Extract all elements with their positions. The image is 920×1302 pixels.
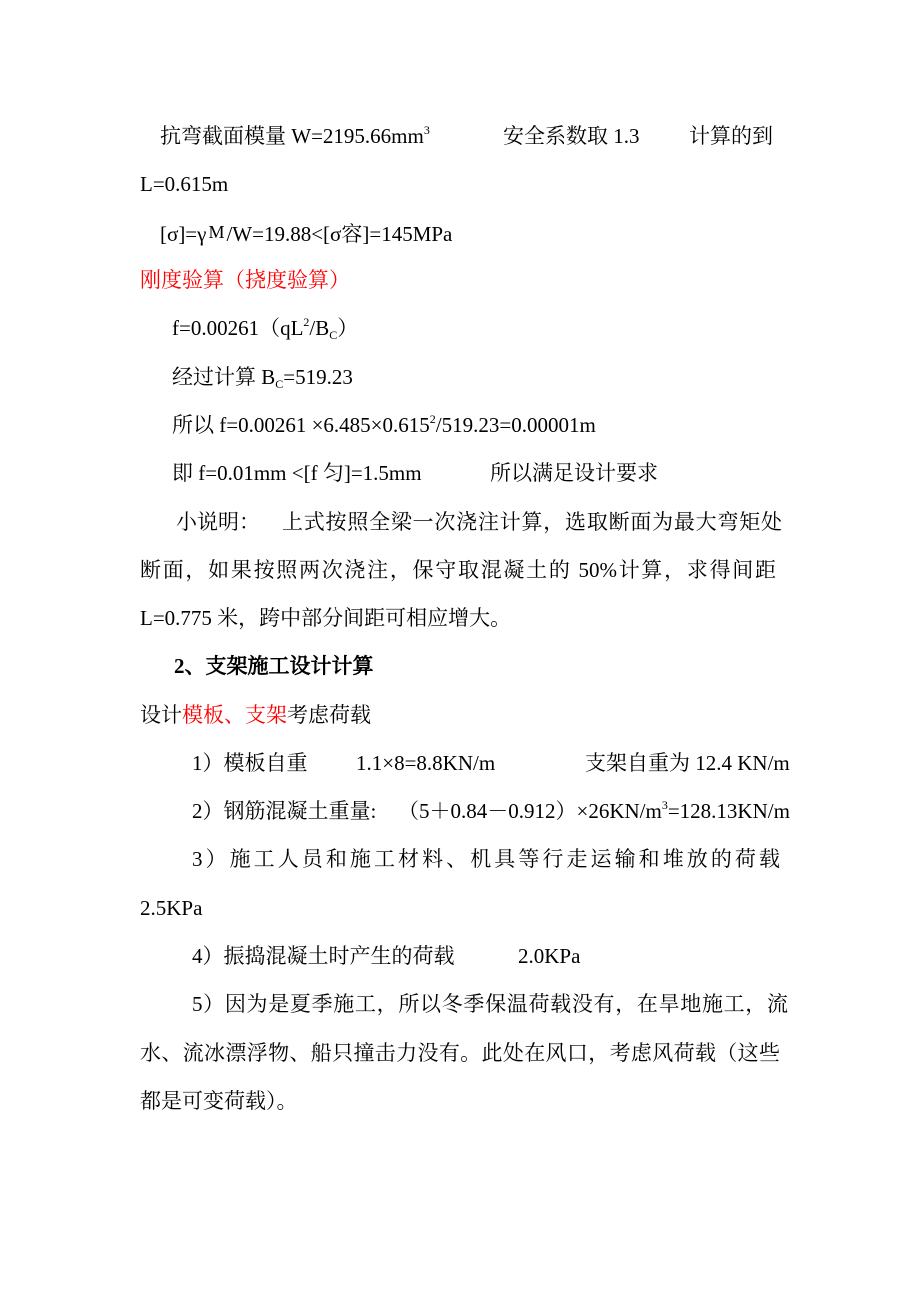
note-line-3 — [140, 603, 511, 633]
deflection-value-text: 即 f=0.01mm <[f 匀]=1.5mm — [172, 461, 422, 485]
item-4-label: 4）振捣混凝土时产生的荷载 — [192, 944, 455, 968]
deflection-formula-line — [172, 313, 358, 343]
item-5-text-1: 5）因为是夏季施工，所以冬季保温荷载没有，在旱地施工，流 — [192, 992, 788, 1016]
design-text: 设计 — [140, 703, 182, 727]
length-result-line — [140, 169, 228, 199]
item-1-value: 1.1×8=8.8KN/m — [356, 751, 496, 775]
item-3-value: 2.5KPa — [140, 896, 203, 920]
calc-result-text: 计算的到 — [689, 124, 773, 148]
item-3-text: 3）施工人员和施工材料、机具等行走运输和堆放的荷载 — [192, 847, 780, 871]
item-1-support-weight: 支架自重为 12.4 KN/m — [585, 751, 790, 775]
item-5-text-3: 都是可变荷载）。 — [140, 1089, 298, 1113]
support-design-heading — [174, 651, 374, 681]
section-modulus-text: 抗弯截面模量 $W=2195.66mm^3$ — [160, 123, 430, 148]
bc-calc-line — [172, 362, 353, 392]
note-text-3: L=0.775 米，跨中部分间距可相应增大。 — [140, 606, 512, 630]
stress-check-line — [160, 217, 452, 249]
stiffness-heading-text: 刚度验算（挠度验算） — [140, 268, 350, 292]
deflection-calc-line — [172, 410, 596, 440]
support-design-heading-text: 2、支架施工设计计算 — [174, 654, 374, 678]
item-1-label: 1）模板自重 — [192, 751, 308, 775]
note-line-2 — [140, 555, 776, 585]
deflection-calc-text: 所以 $f=0.00261 \times 6.485\times 0.615^2/519.23=0.00001m$ — [172, 412, 596, 437]
item-5-text-2: 水、流冰漂浮物、船只撞击力没有。此处在风口，考虑风荷载（这些 — [140, 1041, 780, 1065]
bc-calc-text: 经过计算 $B_C=519.23$ — [172, 365, 353, 391]
item-5-line-1 — [192, 989, 788, 1019]
stiffness-heading — [140, 265, 350, 295]
note-text-2: 断面，如果按照两次浇注，保守取混凝土的 50%计算，求得间距 — [140, 558, 776, 582]
design-load-line — [140, 700, 371, 730]
deflection-formula-text: $f=0.00261(qL^2/B_C)$ — [172, 315, 359, 342]
formwork-support-text: 模板、支架 — [182, 703, 287, 727]
length-result-text: L=0.615m — [140, 172, 229, 196]
load-consider-text: 考虑荷载 — [287, 703, 371, 727]
item-2-value: $(5+0.84-0.912)\times 26KN/m^3=128.13KN/m$ — [398, 798, 790, 823]
item-3-line — [192, 844, 780, 874]
requirement-met-text: 所以满足设计要求 — [490, 461, 658, 485]
safety-factor-text: 安全系数取 1.3 — [503, 124, 640, 148]
stress-check-text: [σ]=γ M/W=19.88<[σ容]=145MPa — [160, 222, 453, 246]
item-5-line-3 — [140, 1086, 298, 1116]
item-4-value: 2.0KPa — [518, 944, 581, 968]
note-text-1: 上式按照全梁一次浇注计算，选取断面为最大弯矩处 — [282, 510, 782, 534]
item-3-value-line — [140, 893, 202, 923]
note-label: 小说明： — [176, 510, 260, 534]
item-5-line-2 — [140, 1038, 780, 1068]
item-2-label: 2）钢筋混凝土重量: — [192, 799, 377, 823]
